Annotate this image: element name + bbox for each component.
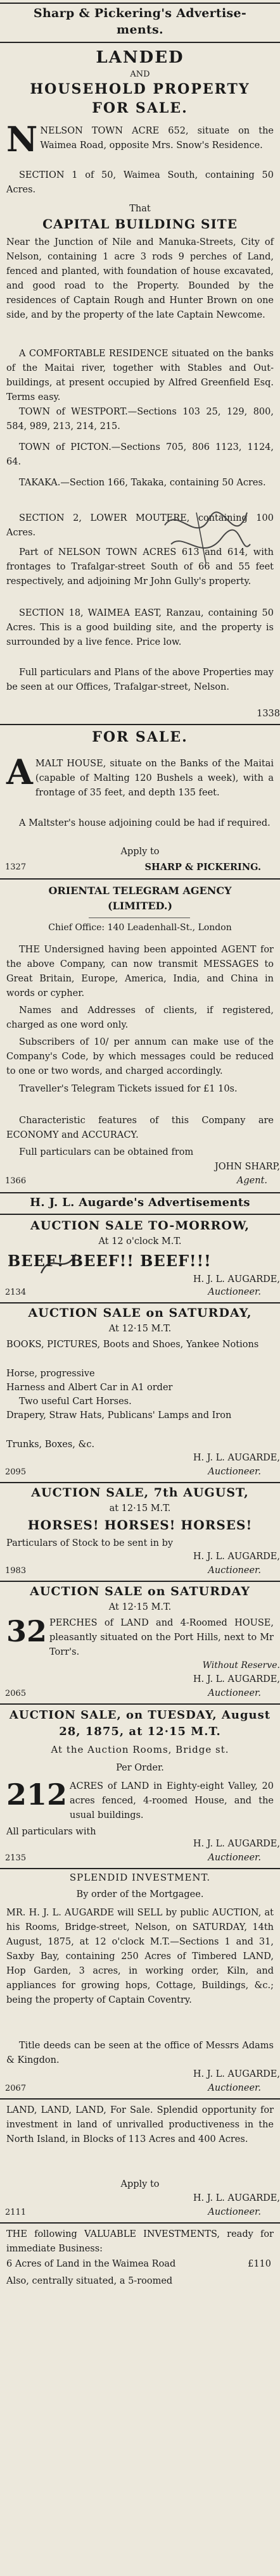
a2-ref: 2095 [5, 1467, 27, 1477]
a1-sig-row [0, 1287, 280, 1297]
telegram-title: ORIENTAL TELEGRAM AGENCY (LIMITED.) [48, 885, 232, 912]
section-1: SECTION 1 of 50, Waimea South, containing 50 Acres. [6, 170, 274, 195]
a1-beef: BEEF! BEEF!! BEEF!!! [8, 1252, 212, 1270]
for-sale-title: FOR SALE. [92, 100, 188, 116]
a3-time: at 12·15 M.T. [109, 1503, 171, 1514]
a2-time: At 12·15 M.T. [108, 1324, 172, 1334]
a4-title: AUCTION SALE on SATURDAY [30, 1584, 250, 1598]
a2-title: AUCTION SALE on SATURDAY, [28, 1306, 252, 1320]
a7-body: LAND, LAND, LAND, For Sale. Splendid opportunity for investment in land of unrivalled productiveness in the North Island, in Blocks of 113 Acres and 400 Acres. [6, 2105, 274, 2144]
a4-sig-row [0, 1688, 280, 1698]
a5-all: All particulars with [6, 1827, 96, 1837]
a7-ref: 2111 [5, 2208, 27, 2217]
a4-role: Auctioneer. [208, 1688, 261, 1698]
a2-sig: H. J. L. AUGARDE, [193, 1453, 280, 1463]
augarde-header: H. J. L. Augarde's Advertisements [30, 1196, 250, 1209]
telegram-sig-row [0, 1176, 280, 1186]
a1-sig: H. J. L. AUGARDE, [193, 1274, 280, 1285]
section-2: SECTION 2, LOWER MOUTERE, containing 100 Acres. [6, 513, 274, 538]
a7-sig-row [0, 2207, 280, 2217]
telegram-body-2: Names and Addresses of clients, if registered, charged as one word only. [6, 1005, 274, 1030]
a6-order: By order of the Mortgagee. [76, 1889, 204, 1900]
a7-apply: Apply to [120, 2179, 160, 2189]
rule-a3 [0, 1482, 280, 1483]
capital-building-site: CAPITAL BUILDING SITE [42, 216, 238, 232]
a5-sig: H. J. L. AUGARDE, [193, 1839, 280, 1849]
rule-5 [0, 1214, 280, 1215]
section-18: SECTION 18, WAIMEA EAST, Ranzau, containing 50 Acres. This is a good building site, and the property is surrounded by a live fence. Price low. [6, 608, 274, 647]
a3-sig-row [0, 1565, 280, 1576]
rule-a2 [0, 1302, 280, 1304]
rule-3 [0, 878, 280, 880]
a8-price-1: £110 [248, 2259, 271, 2269]
apply-to: Apply to [120, 847, 160, 857]
a6-title-deeds: Title deeds can be seen at the office of Messrs Adams & Kingdon. [6, 2041, 274, 2065]
part-nelson: Part of NELSON TOWN ACRES 613 and 614, with frontages to Trafalgar-street South of 66 and 55 feet respectively, and adjoining Mr John Gully's property. [6, 547, 274, 587]
a2-line-5: Trunks, Boxes, &c. [6, 1440, 95, 1450]
household-title: HOUSEHOLD PROPERTY [30, 81, 250, 97]
a6-title: SPLENDID INVESTMENT. [69, 1872, 211, 1883]
a5-role: Auctioneer. [208, 1853, 261, 1863]
a5-title: AUCTION SALE, on TUESDAY, August 28, 1875, at 12·15 M.T. [9, 1708, 271, 1738]
telegram-body-5: Characteristic features of this Company are ECONOMY and ACCURACY. [6, 1116, 274, 1140]
that-label: That [129, 204, 151, 214]
a6-ref: 2067 [5, 2084, 27, 2093]
a2-body: BOOKS, PICTURES, Boots and Shoes, Yankee Notions [6, 1340, 259, 1350]
telegram-body-3: Subscribers of 10/ per annum can make use of the Company's Code, by which messages could be reduced to one or two words, and charged accordingly. [6, 1037, 274, 1076]
malt-house: AMALT HOUSE, situate on the Banks of the Maitai (capable of Malting 120 Bushels a week), with a frontage of 35 feet, and depth 135 feet. [6, 752, 274, 798]
picton: TOWN of PICTON.—Sections 705, 806 1123, 1124, 64. [6, 442, 274, 467]
rule-a4 [0, 1581, 280, 1582]
a8-line-1-row [0, 2259, 280, 2269]
for-sale-2: FOR SALE. [92, 729, 188, 745]
a4-ref: 2065 [5, 1689, 27, 1698]
a4-time: At 12·15 M.T. [108, 1602, 172, 1612]
a7-sig: H. J. L. AUGARDE, [193, 2193, 280, 2203]
a7-role: Auctioneer. [208, 2207, 261, 2217]
top-rule [0, 3, 280, 4]
sharp-header: Sharp & Pickering's Advertise- ments. [33, 6, 247, 37]
rule-a8 [0, 2222, 280, 2224]
a3-title: AUCTION SALE, 7th AUGUST, [31, 1486, 249, 1500]
sharp-ref-1327: 1327 [5, 862, 27, 872]
a2-line-1: Horse, progressive [6, 1369, 95, 1379]
a6-sig-row [0, 2083, 280, 2093]
westport: TOWN of WESTPORT.—Sections 103 25, 129, 800, 584, 989, 213, 214, 215. [6, 407, 274, 432]
rule-a7 [0, 2098, 280, 2100]
telegram-ref: 1366 [5, 1176, 27, 1186]
a1-time: At 12 o'clock M.T. [98, 1236, 182, 1247]
a5-ref: 2135 [5, 1853, 27, 1863]
capital-body: Near the Junction of Nile and Manuka-Streets, City of Nelson, containing 1 acre 3 rods 9 perches of Land, fenced and planted, with foundation of house excavated, and good road to the Property. Bounded by the residences of Captain Rough and Hunter Brown on one side, and by the property of the late Captain Newcome. [6, 237, 274, 320]
sharp-sig-row [0, 862, 280, 872]
a3-horses: HORSES! HORSES! HORSES! [27, 1517, 253, 1533]
telegram-agent-name: JOHN SHARP, [214, 1162, 280, 1172]
a2-sig-row [0, 1467, 280, 1477]
rule-2 [0, 724, 280, 725]
a3-body: Particulars of Stock to be sent in by [6, 1538, 174, 1548]
rule-a5 [0, 1703, 280, 1705]
a8-line-1: 6 Acres of Land in the Waimea Road [6, 2259, 176, 2269]
a2-line-2: Harness and Albert Car in A1 order [6, 1383, 173, 1393]
a3-role: Auctioneer. [208, 1565, 261, 1576]
a6-role: Auctioneer. [208, 2083, 261, 2093]
telegram-body-6: Full particulars can be obtained from [19, 1147, 194, 1157]
telegram-agent-role: Agent. [236, 1176, 267, 1186]
nelson-acre: NNELSON TOWN ACRE 652, situate on the Waimea Road, opposite Mrs. Snow's Residence. [6, 119, 274, 159]
a1-role: Auctioneer. [208, 1287, 261, 1297]
a2-line-4: Drapery, Straw Hats, Publicans' Lamps and Iron [6, 1410, 232, 1421]
a1-ref: 2134 [5, 1288, 27, 1297]
a5-body: 212 ACRES of LAND in Eighty-eight Valley, 20 acres fenced, 4-roomed House, and the usual buildings. [6, 1777, 274, 1820]
sharp-ref-1338: 1338 [257, 709, 280, 719]
a5-sig-row [0, 1853, 280, 1863]
a1-title: AUCTION SALE TO-MORROW, [30, 1219, 250, 1233]
a6-body: MR. H. J. L. AUGARDE will SELL by public AUCTION, at his Rooms, Bridge-street, Nelson, on SATURDAY, 14th August, 1875, at 12 o'clock M.T.—Sections 1 and 31, Saxby Bay, containing 250 Acres of Timbered LAND, Hop Garden, 3 acres, in working order, Kiln, and appliances for growing hops, Cottage, Buildings, &c.; being the property of Captain Coventry. [6, 1908, 274, 2005]
pencil-scribble-icon [158, 500, 253, 576]
a8-line-2: Also, centrally situated, a 5-roomed [6, 2276, 173, 2286]
a6-sig: H. J. L. AUGARDE, [193, 2069, 280, 2079]
rule-a6 [0, 1868, 280, 1869]
firm-name: SHARP & PICKERING. [144, 862, 261, 873]
full-particulars: Full particulars and Plans of the above Properties may be seen at our Offices, Trafalgar-street, Nelson. [6, 668, 274, 692]
rule-4 [0, 1192, 280, 1193]
a2-line-3: Two useful Cart Horses. [19, 1397, 132, 1407]
telegram-body-4: Traveller's Telegram Tickets issued for £1 10s. [19, 1084, 238, 1094]
maltster: A Maltster's house adjoining could be had if required. [19, 818, 270, 828]
a4-body: 32 PERCHES of LAND and 4-Roomed HOUSE, pleasantly situated on the Port Hills, next to Mr Torr's. [6, 1614, 274, 1657]
a5-order: Per Order. [116, 1763, 164, 1773]
telegram-office: Chief Office: 140 Leadenhall-St., London [48, 923, 232, 933]
takaka: TAKAKA.—Section 166, Takaka, containing 50 Acres. [19, 478, 266, 488]
a8-body: THE following VALUABLE INVESTMENTS, ready for immediate Business: [6, 2229, 274, 2254]
a5-rooms: At the Auction Rooms, Bridge st. [51, 1744, 229, 1755]
a4-reserve: Without Reserve. [202, 1660, 280, 1671]
landed-title: LANDED [96, 48, 184, 67]
a3-sig: H. J. L. AUGARDE, [193, 1552, 280, 1562]
a4-sig: H. J. L. AUGARDE, [193, 1674, 280, 1684]
comfortable-residence: A COMFORTABLE RESIDENCE situated on the banks of the Maitai river, together with Stables and Out-buildings, at present occupied by Alfred Greenfield Esq. Terms easy. [6, 349, 274, 402]
a3-ref: 1983 [5, 1566, 27, 1576]
a2-role: Auctioneer. [208, 1467, 261, 1477]
header-rule [0, 42, 280, 43]
telegram-body-1: THE Undersigned having been appointed AGENT for the above Company, can now transmit MESSAGES to Great Britain, Europe, America, India, and China in words or cypher. [6, 945, 274, 999]
landed-and: AND [130, 70, 150, 79]
